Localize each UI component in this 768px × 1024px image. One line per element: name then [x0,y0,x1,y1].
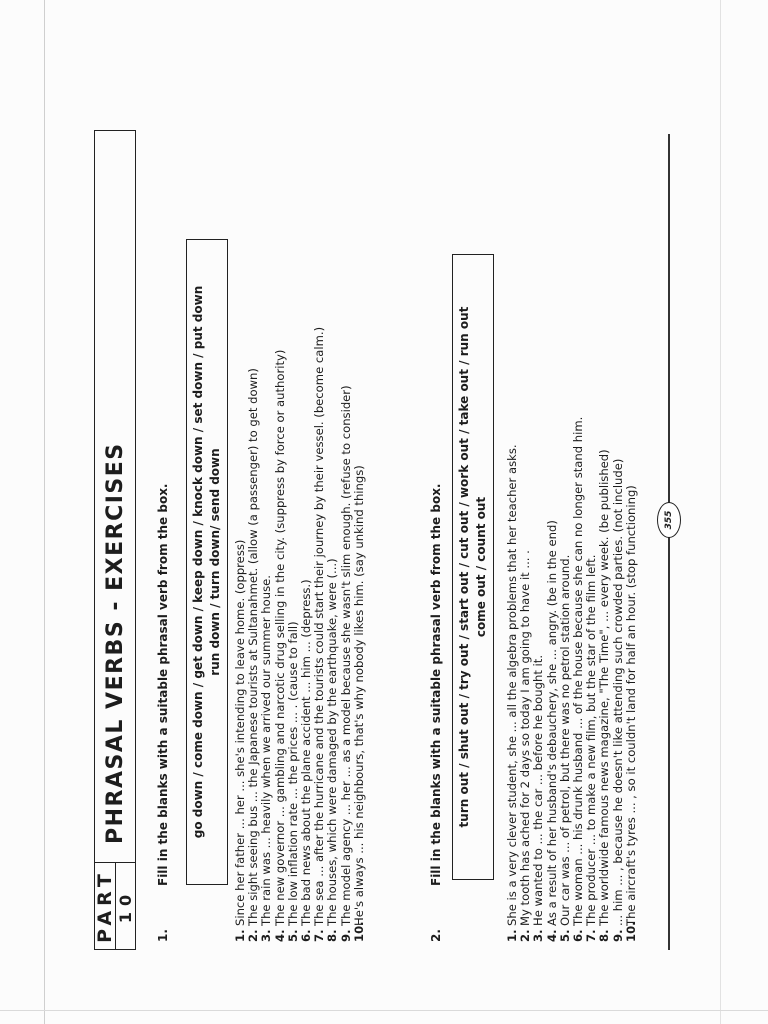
item-text: My tooth has ached for 2 days so today I am going to have it ... . [518,550,533,926]
item-number: 9. [610,929,625,942]
item-text: The worldwide famous news magazine, "The Time", ... every week. (be published) [597,449,612,926]
scan-edge-line [44,0,45,1024]
bottom-rule [668,134,670,950]
item-number: 9. [338,929,353,942]
part-label: PART [95,863,116,949]
exercise1-box-line2: run down / turn down/ send down [208,448,222,676]
list-item [532,130,545,942]
item-text: The houses, which were damaged by the earthquake, were (...) [325,558,340,926]
exercise1-box-line1: go down / come down / get down / keep down / knock down / set down / put down [191,285,205,839]
item-number: 1. [505,929,519,942]
exercise1-list [234,130,366,942]
rotated-worksheet [94,110,684,950]
list-item [612,130,625,942]
item-text: The low inflation rate ... the prices ... . (cause to fall) [285,621,300,926]
part-box [94,862,136,950]
list-item [353,130,366,942]
item-text: The aircraft's tyres ... , so it couldn't land for half an hour. (stop functioning) [623,485,638,926]
list-item [598,130,611,942]
exercise1-number: 1. [156,929,170,942]
list-item [340,130,353,942]
item-text: The rain was ... heavily when we arrived our summer house. [259,575,274,926]
item-number: 5. [285,929,300,942]
item-number: 5. [557,929,572,942]
title-box [94,130,136,862]
item-text: Since her father ... her ... she's intending to leave home. (oppress) [233,539,247,926]
item-text: Our car was ... of petrol, but there was no petrol station around. [557,554,572,926]
part-header [94,130,136,950]
scan-edge-line [0,1010,768,1011]
list-item [260,130,273,942]
item-number: 10. [623,921,638,942]
item-text: The sight seeing bus ... the Japanese tourists at Sultanahmet. (allow (a passenger) to get down) [246,368,261,926]
item-text: The woman ... his drunk husband ... of the house because she can no longer stand him. [571,416,586,926]
exercise1-instruction [156,484,170,943]
item-number: 4. [544,929,559,942]
item-text: She is a very clever student, she ... all the algebra problems that her teacher asks. [505,444,519,926]
exercise1-instruction-text: Fill in the blanks with a suitable phrasal verb from the box. [156,483,170,886]
item-number: 3. [531,929,546,942]
item-text: ... him ... , because he doesn't like attending such crowded parties. (not include) [610,458,625,926]
item-number: 8. [325,929,340,942]
exercise2-verb-box [452,254,494,880]
item-number: 10. [351,921,366,942]
item-number: 3. [259,929,274,942]
item-text: The sea ... after the hurricane and the tourists could start their journey by their vessel. (become calm.) [312,326,327,926]
exercise2-number: 2. [429,929,443,942]
exercise2-instruction-text: Fill in the blanks with a suitable phrasal verb from the box. [429,483,443,886]
exercise2-box-line1: turn out / shut out / try out / start out / cut out / work out / take out / run out [457,306,471,828]
item-text: The new governor ... gambling and narcotic drug selling in the city. (suppress by force or authority) [272,349,287,926]
exercise2-instruction [429,484,443,943]
item-text: As a result of her husband's debauchery, she ... angry. (be in the end) [544,520,559,926]
item-number: 2. [246,929,261,942]
item-number: 4. [272,929,287,942]
exercise2-list [506,130,638,942]
item-number: 6. [571,929,586,942]
part-number: 10 [116,888,135,924]
item-number: 8. [597,929,612,942]
list-item [546,130,559,942]
list-item [274,130,287,942]
item-text: He wanted to ... the car ... before he bought it. [531,655,546,926]
page-number: 355 [657,502,681,538]
item-number: 1. [233,929,247,942]
item-text: The producer ... to make a new film, but the star of the film left. [584,554,599,926]
item-text: He's always ... his neighbours, that's why nobody likes him. (say unkind things) [351,465,366,926]
item-number: 6. [299,929,314,942]
item-number: 2. [518,929,533,942]
scan-edge-line [720,0,721,1024]
list-item [326,130,339,942]
item-text: The bad news about the plane accident ... him ... (depress.) [299,579,314,926]
exercise1-verb-box [186,239,228,885]
item-number: 7. [312,929,327,942]
list-item [625,130,638,942]
exercise2-box-line2: come out / count out [474,496,488,638]
page-title: PHRASAL VERBS - EXERCISES [102,442,128,844]
item-text: The model agency ... her ... as a model because she wasn't slim enough. (refuse to consider) [338,385,353,926]
item-number: 7. [584,929,599,942]
